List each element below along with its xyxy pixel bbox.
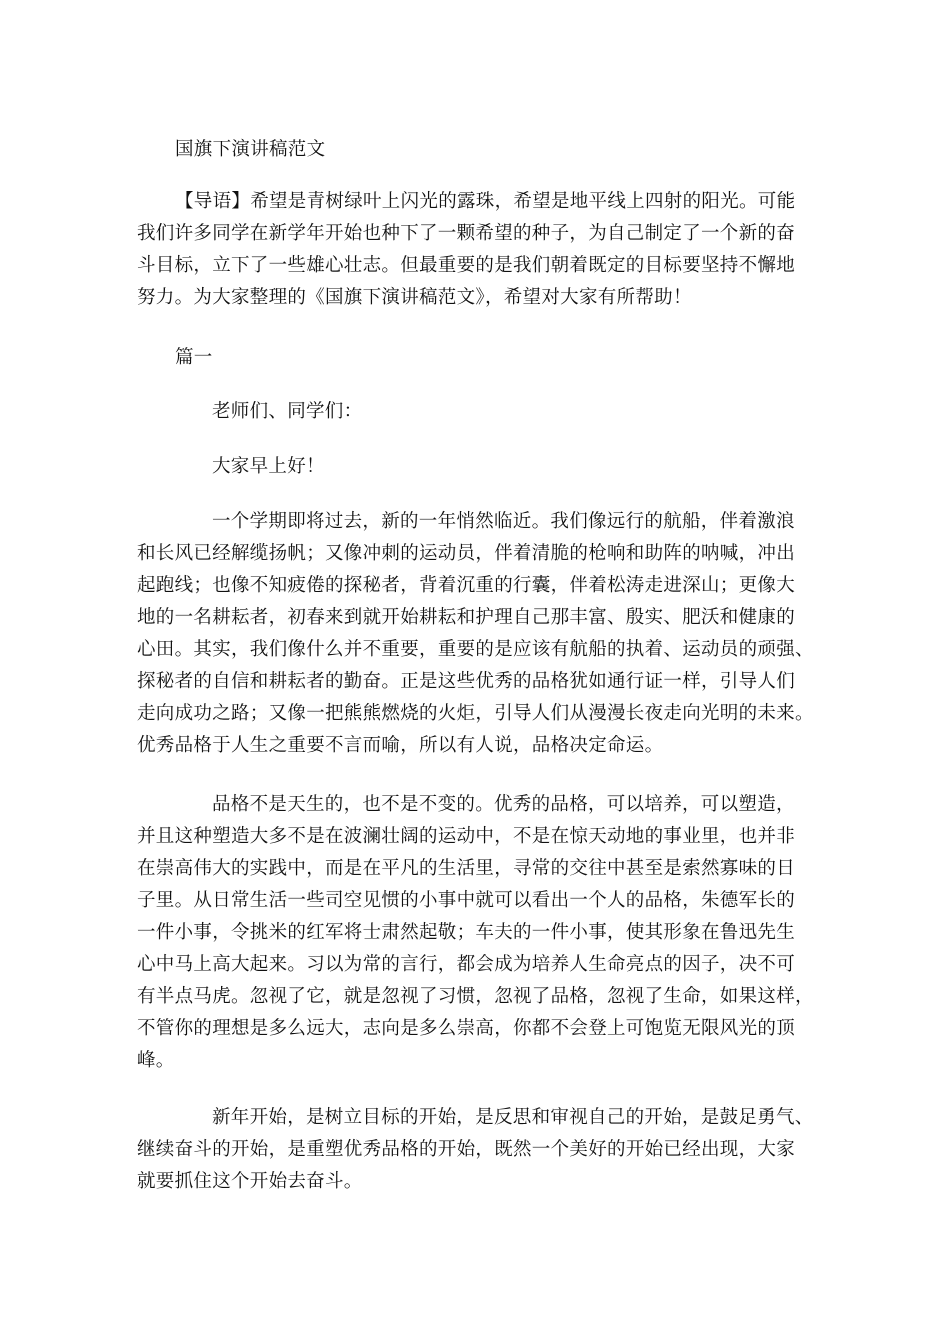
paragraph-line: 子里。从日常生活一些司空见惯的小事中就可以看出一个人的品格，朱德军长的 <box>137 890 796 911</box>
paragraph-line: 心中马上高大起来。习以为常的言行，都会成为培养人生命亮点的因子，决不可 <box>137 954 796 975</box>
intro-line: 努力。为大家整理的《国旗下演讲稿范文》，希望对大家有所帮助！ <box>137 287 692 308</box>
intro-line: 【导语】希望是青树绿叶上闪光的露珠，希望是地平线上四射的阳光。可能 <box>175 191 796 212</box>
paragraph-line: 走向成功之路；又像一把熊熊燃烧的火炬，引导人们从漫漫长夜走向光明的未来。 <box>137 703 814 724</box>
paragraph-line: 探秘者的自信和耕耘者的勤奋。正是这些优秀的品格犹如通行证一样，引导人们 <box>137 671 796 692</box>
body-paragraph-1 <box>137 506 822 762</box>
paragraph-line: 在崇高伟大的实践中，而是在平凡的生活里，寻常的交往中甚至是索然寡味的日 <box>137 858 796 879</box>
salutation: 老师们、同学们： <box>212 401 363 422</box>
greeting: 大家早上好！ <box>212 456 325 477</box>
document-title: 国旗下演讲稿范文 <box>175 139 326 160</box>
section-heading: 篇一 <box>175 347 213 368</box>
paragraph-line: 一件小事，令挑米的红军将士肃然起敬；车夫的一件小事，使其形象在鲁迅先生 <box>137 922 796 943</box>
paragraph-line: 就要抓住这个开始去奋斗。 <box>137 1171 363 1192</box>
body-paragraph-3 <box>137 1102 822 1198</box>
paragraph-line: 有半点马虎。忽视了它，就是忽视了习惯，忽视了品格，忽视了生命，如果这样， <box>137 986 814 1007</box>
intro-line: 我们许多同学在新学年开始也种下了一颗希望的种子，为自己制定了一个新的奋 <box>137 223 796 244</box>
paragraph-line: 优秀品格于人生之重要不言而喻，所以有人说，品格决定命运。 <box>137 735 664 756</box>
paragraph-line: 心田。其实，我们像什么并不重要，重要的是应该有航船的执着、运动员的顽强、 <box>137 639 814 660</box>
paragraph-line: 峰。 <box>137 1050 175 1071</box>
paragraph-line: 不管你的理想是多么远大，志向是多么崇高，你都不会登上可饱览无限风光的顶 <box>137 1018 796 1039</box>
paragraph-line: 地的一名耕耘者，初春来到就开始耕耘和护理自己那丰富、殷实、肥沃和健康的 <box>137 607 796 628</box>
intro-line: 斗目标，立下了一些雄心壮志。但最重要的是我们朝着既定的目标要坚持不懈地 <box>137 255 796 276</box>
paragraph-line: 新年开始，是树立目标的开始，是反思和审视自己的开始，是鼓足勇气、 <box>212 1107 814 1128</box>
paragraph-line: 一个学期即将过去，新的一年悄然临近。我们像远行的航船，伴着激浪 <box>212 511 795 532</box>
paragraph-line: 继续奋斗的开始，是重塑优秀品格的开始，既然一个美好的开始已经出现，大家 <box>137 1139 796 1160</box>
paragraph-line: 和长风已经解缆扬帆；又像冲刺的运动员，伴着清脆的枪响和助阵的呐喊，冲出 <box>137 543 796 564</box>
paragraph-line: 起跑线；也像不知疲倦的探秘者，背着沉重的行囊，伴着松涛走进深山；更像大 <box>137 575 796 596</box>
paragraph-line: 并且这种塑造大多不是在波澜壮阔的运动中，不是在惊天动地的事业里，也并非 <box>137 826 796 847</box>
body-paragraph-2 <box>137 789 822 1077</box>
intro-paragraph <box>137 186 822 314</box>
paragraph-line: 品格不是天生的，也不是不变的。优秀的品格，可以培养，可以塑造， <box>212 794 795 815</box>
